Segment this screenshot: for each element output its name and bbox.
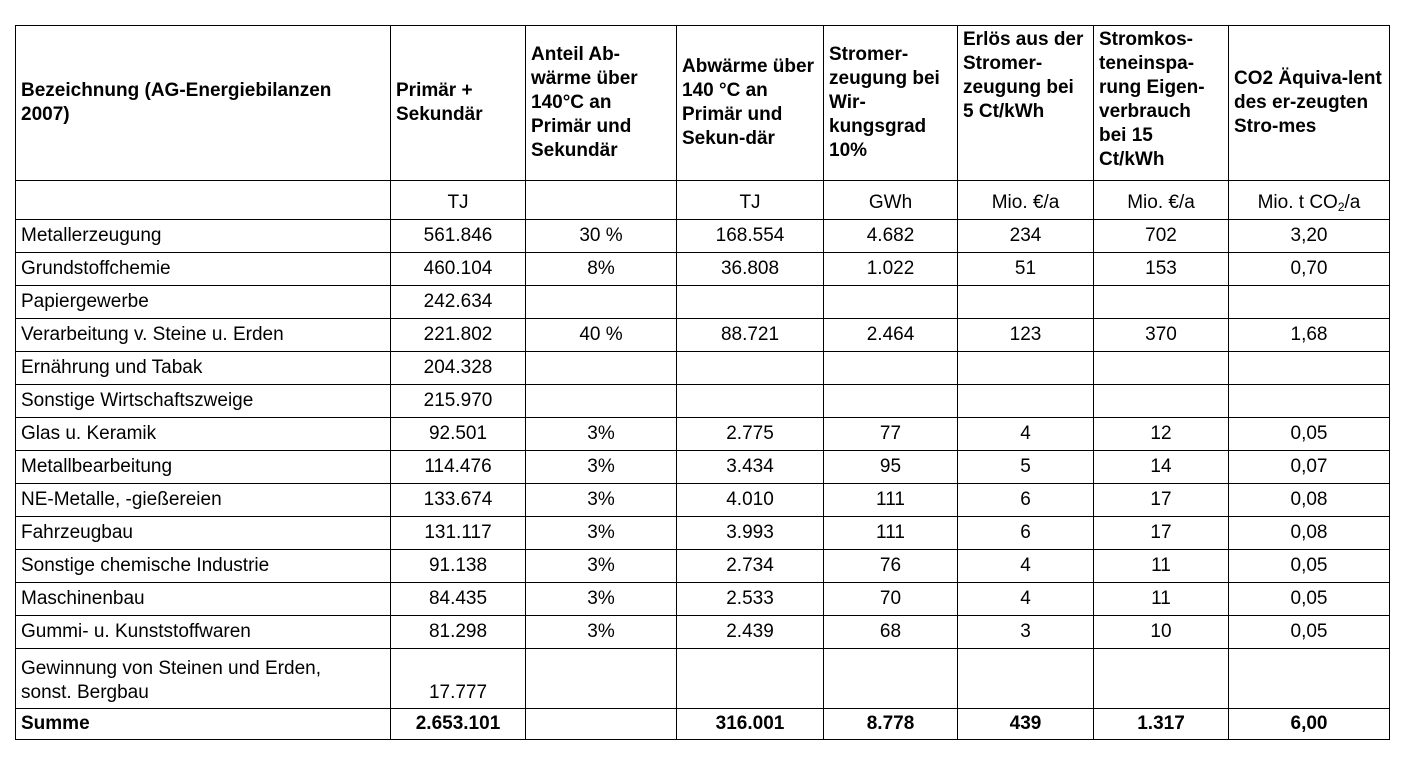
table-row — [16, 649, 1390, 709]
table-cell — [824, 649, 958, 709]
table-cell: 111 — [824, 517, 958, 550]
unit-cell: TJ — [391, 181, 526, 220]
table-cell: 17.777 — [391, 649, 526, 709]
table-cell — [958, 352, 1094, 385]
row-name-cell: Verarbeitung v. Steine u. Erden — [16, 319, 391, 352]
table-cell: 95 — [824, 451, 958, 484]
table-cell: 0,05 — [1229, 418, 1390, 451]
table-cell: 561.846 — [391, 220, 526, 253]
table-cell — [1229, 352, 1390, 385]
row-name-cell: Metallbearbeitung — [16, 451, 391, 484]
unit-cell — [16, 181, 391, 220]
table-row — [16, 583, 1390, 616]
unit-co2-sub: 2 — [1337, 200, 1345, 214]
table-cell: 70 — [824, 583, 958, 616]
unit-cell: Mio. €/a — [958, 181, 1094, 220]
table-cell — [958, 385, 1094, 418]
table-cell: 17 — [1094, 517, 1229, 550]
energy-table — [15, 25, 1390, 740]
header-cell: Anteil Ab-wärme über 140°C an Primär und Sekundär — [526, 26, 677, 181]
table-row — [16, 253, 1390, 286]
header-cell: Stromer-zeugung bei Wir-kungsgrad 10% — [824, 26, 958, 181]
sum-cell: 316.001 — [677, 709, 824, 740]
table-cell: 3% — [526, 484, 677, 517]
table-cell: 114.476 — [391, 451, 526, 484]
table-cell: 2.464 — [824, 319, 958, 352]
table-row — [16, 352, 1390, 385]
row-name-cell: Metallerzeugung — [16, 220, 391, 253]
table-cell — [1094, 385, 1229, 418]
table-cell: 12 — [1094, 418, 1229, 451]
sum-row — [16, 709, 1390, 740]
table-cell: 133.674 — [391, 484, 526, 517]
table-row — [16, 550, 1390, 583]
table-cell: 30 % — [526, 220, 677, 253]
table-cell: 17 — [1094, 484, 1229, 517]
table-cell: 3% — [526, 451, 677, 484]
unit-co2-post: /a — [1344, 192, 1361, 213]
table-row — [16, 319, 1390, 352]
table-row — [16, 517, 1390, 550]
row-name-cell: Sonstige Wirtschaftszweige — [16, 385, 391, 418]
table-cell: 4.682 — [824, 220, 958, 253]
table-cell: 0,07 — [1229, 451, 1390, 484]
table-cell: 6 — [958, 484, 1094, 517]
row-name-cell: Sonstige chemische Industrie — [16, 550, 391, 583]
table-row — [16, 616, 1390, 649]
table-cell: 40 % — [526, 319, 677, 352]
table-cell: 2.734 — [677, 550, 824, 583]
table-cell — [1229, 649, 1390, 709]
table-cell: 76 — [824, 550, 958, 583]
table-cell — [526, 286, 677, 319]
table-cell: 88.721 — [677, 319, 824, 352]
units-row — [16, 181, 1390, 220]
table-cell: 3.993 — [677, 517, 824, 550]
table-cell: 6 — [958, 517, 1094, 550]
table-cell — [677, 352, 824, 385]
sum-cell — [526, 709, 677, 740]
table-cell: 4 — [958, 583, 1094, 616]
table-cell: 36.808 — [677, 253, 824, 286]
table-cell — [526, 385, 677, 418]
row-name-cell: NE-Metalle, -gießereien — [16, 484, 391, 517]
header-cell: Abwärme über 140 °C an Primär und Sekun-där — [677, 26, 824, 181]
header-row — [16, 26, 1390, 181]
table-cell — [1229, 286, 1390, 319]
table-cell: 3% — [526, 550, 677, 583]
table-cell — [824, 352, 958, 385]
unit-cell: Mio. €/a — [1094, 181, 1229, 220]
table-cell: 3,20 — [1229, 220, 1390, 253]
table-cell: 3 — [958, 616, 1094, 649]
table-cell — [526, 352, 677, 385]
table-cell: 234 — [958, 220, 1094, 253]
table-cell: 0,05 — [1229, 583, 1390, 616]
table-cell: 3% — [526, 418, 677, 451]
row-name-cell: Gummi- u. Kunststoffwaren — [16, 616, 391, 649]
table-cell: 0,05 — [1229, 550, 1390, 583]
table-cell: 111 — [824, 484, 958, 517]
table-cell: 204.328 — [391, 352, 526, 385]
row-name-cell: Glas u. Keramik — [16, 418, 391, 451]
table-row — [16, 286, 1390, 319]
row-name-cell: Grundstoffchemie — [16, 253, 391, 286]
table-cell: 81.298 — [391, 616, 526, 649]
table-cell: 14 — [1094, 451, 1229, 484]
table-cell: 3% — [526, 583, 677, 616]
table-cell: 702 — [1094, 220, 1229, 253]
table-cell: 84.435 — [391, 583, 526, 616]
table-cell — [526, 649, 677, 709]
table-cell — [1229, 385, 1390, 418]
table-cell: 370 — [1094, 319, 1229, 352]
table-cell — [677, 385, 824, 418]
table-cell: 0,08 — [1229, 517, 1390, 550]
table-cell: 0,05 — [1229, 616, 1390, 649]
table-cell: 242.634 — [391, 286, 526, 319]
table-cell: 11 — [1094, 583, 1229, 616]
table-cell: 3.434 — [677, 451, 824, 484]
table-cell: 5 — [958, 451, 1094, 484]
table-cell: 1,68 — [1229, 319, 1390, 352]
table-cell: 460.104 — [391, 253, 526, 286]
table-cell: 77 — [824, 418, 958, 451]
table-cell: 10 — [1094, 616, 1229, 649]
table-cell: 3% — [526, 517, 677, 550]
header-cell: CO2 Äquiva-lent des er-zeugten Stro-mes — [1229, 26, 1390, 181]
table-cell: 168.554 — [677, 220, 824, 253]
row-name-line2: sonst. Bergbau — [21, 682, 149, 703]
sum-cell: 8.778 — [824, 709, 958, 740]
unit-cell: GWh — [824, 181, 958, 220]
sum-cell: 6,00 — [1229, 709, 1390, 740]
unit-cell-co2 — [1229, 181, 1390, 220]
row-name-cell: Fahrzeugbau — [16, 517, 391, 550]
unit-co2-pre: Mio. t CO — [1257, 192, 1338, 213]
table-cell: 11 — [1094, 550, 1229, 583]
table-row — [16, 451, 1390, 484]
sum-label: Summe — [16, 709, 391, 740]
row-name-cell: Ernährung und Tabak — [16, 352, 391, 385]
header-cell: Erlös aus der Stromer-zeugung bei 5 Ct/kWh — [958, 26, 1094, 181]
table-cell: 131.117 — [391, 517, 526, 550]
table-row — [16, 418, 1390, 451]
header-cell: Primär + Sekundär — [391, 26, 526, 181]
table-cell: 4 — [958, 418, 1094, 451]
unit-cell: TJ — [677, 181, 824, 220]
header-cell: Stromkos-teneinspa-rung Eigen-verbrauch bei 15 Ct/kWh — [1094, 26, 1229, 181]
table-cell — [1094, 286, 1229, 319]
sum-cell: 2.653.101 — [391, 709, 526, 740]
table-body — [16, 220, 1390, 740]
table-row — [16, 220, 1390, 253]
table-row — [16, 385, 1390, 418]
sum-cell: 439 — [958, 709, 1094, 740]
table-cell: 51 — [958, 253, 1094, 286]
table-cell: 8% — [526, 253, 677, 286]
row-name-cell — [16, 649, 391, 709]
table-cell: 1.022 — [824, 253, 958, 286]
table-cell: 92.501 — [391, 418, 526, 451]
table-cell — [677, 649, 824, 709]
table-cell — [958, 649, 1094, 709]
table-cell — [824, 385, 958, 418]
table-cell — [824, 286, 958, 319]
table-cell: 68 — [824, 616, 958, 649]
table-cell: 0,70 — [1229, 253, 1390, 286]
row-name-cell: Papiergewerbe — [16, 286, 391, 319]
table-cell: 2.439 — [677, 616, 824, 649]
table-cell: 0,08 — [1229, 484, 1390, 517]
table-cell — [1094, 649, 1229, 709]
table-row — [16, 484, 1390, 517]
table-cell — [1094, 352, 1229, 385]
table-cell — [677, 286, 824, 319]
table-cell: 4 — [958, 550, 1094, 583]
unit-cell — [526, 181, 677, 220]
table-cell — [958, 286, 1094, 319]
table-cell: 123 — [958, 319, 1094, 352]
table-cell: 4.010 — [677, 484, 824, 517]
table-cell: 153 — [1094, 253, 1229, 286]
table-cell: 91.138 — [391, 550, 526, 583]
header-cell: Bezeichnung (AG-Energiebilanzen 2007) — [16, 26, 391, 181]
row-name-cell: Maschinenbau — [16, 583, 391, 616]
sum-cell: 1.317 — [1094, 709, 1229, 740]
table-cell: 221.802 — [391, 319, 526, 352]
row-name-line1: Gewinnung von Steinen und Erden, — [21, 658, 321, 679]
table-cell: 3% — [526, 616, 677, 649]
table-cell: 2.775 — [677, 418, 824, 451]
table-cell: 2.533 — [677, 583, 824, 616]
table-cell: 215.970 — [391, 385, 526, 418]
